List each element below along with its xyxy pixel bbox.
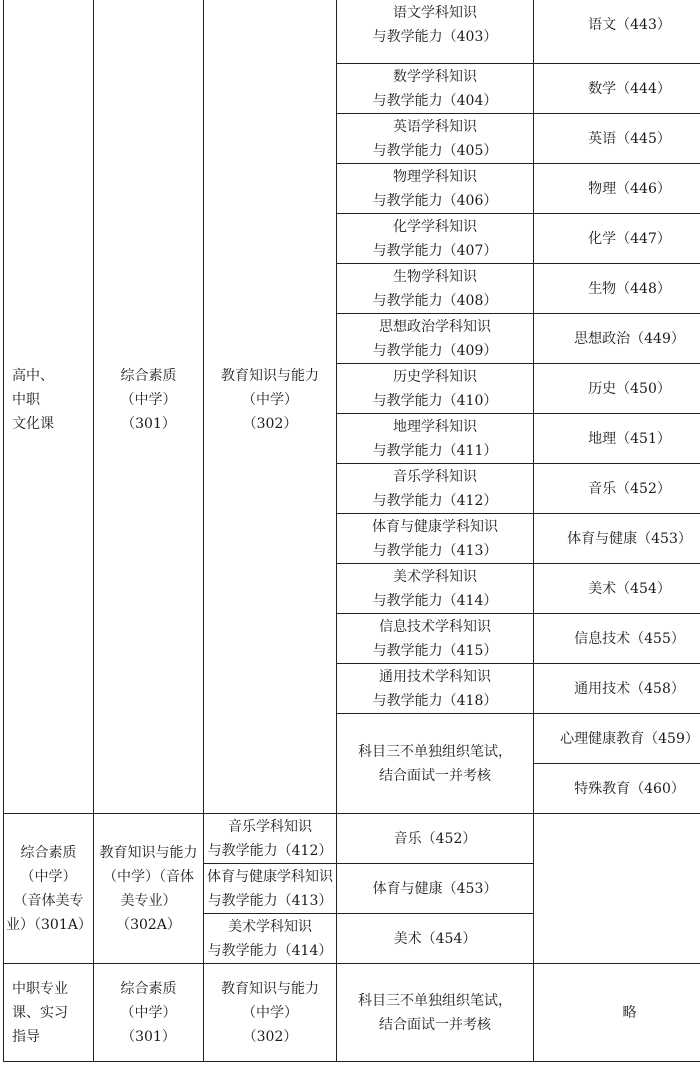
subject3-line: 与教学能力（412）: [207, 842, 333, 859]
category-line: 课、实习: [12, 1004, 68, 1021]
subject1-cell: [4, 814, 94, 964]
subject1-line: （301）: [121, 416, 176, 432]
subject3-cell: [337, 414, 534, 464]
subject3-line: 与教学能力（415）: [372, 642, 498, 659]
teaching-subject-cell: 化学（447）: [534, 214, 700, 264]
category-line: 指导: [12, 1028, 40, 1045]
subject3-line: 与教学能力（408）: [372, 292, 498, 309]
subject3-line: 体育与健康学科知识: [207, 868, 333, 885]
subject1-line: （中学）: [120, 392, 177, 408]
note-line: 科目三不单独组织笔试，: [358, 992, 512, 1009]
subject3-cell: [337, 464, 534, 514]
subject3-cell: [204, 914, 337, 964]
subject3-line: 与教学能力（406）: [372, 192, 498, 209]
subject2-cell: [94, 814, 204, 964]
teaching-subject-cell: 体育与健康（453）: [337, 864, 534, 914]
note-line: 科目三不单独组织笔试，: [358, 743, 512, 760]
subject3-line: 地理学科知识: [393, 418, 477, 435]
subject3-line: 与教学能力（403）: [372, 29, 498, 45]
subject3-line: 生物学科知识: [393, 268, 477, 285]
subject1-line: （301）: [121, 1028, 176, 1045]
subject3-line: 英语学科知识: [393, 118, 477, 135]
subject2-line: 教育知识与能力: [99, 844, 198, 861]
no-exam-note-cell: [337, 714, 534, 814]
subject1-line: 综合素质: [120, 368, 177, 384]
subject3-line: 物理学科知识: [393, 168, 477, 185]
subject3-line: 语文学科知识: [393, 5, 477, 21]
subject3-cell: [337, 0, 534, 64]
teaching-subject-cell: 物理（446）: [534, 164, 700, 214]
teaching-subject-cell: 音乐（452）: [337, 814, 534, 864]
subject1-line: 业）（301A）: [6, 916, 92, 933]
teaching-subject-cell: 英语（445）: [534, 114, 700, 164]
teaching-subject-cell: 美术（454）: [337, 914, 534, 964]
category-line: 中职: [12, 392, 40, 408]
subject1-line: （音体美专: [13, 892, 84, 909]
subject2-line: 教育知识与能力: [221, 980, 319, 997]
subject3-cell: [337, 164, 534, 214]
subject3-cell: [337, 64, 534, 114]
subject3-cell: [337, 364, 534, 414]
category-line: 中职专业: [12, 980, 68, 997]
note-line: 结合面试一并考核: [379, 1016, 491, 1033]
subject3-line: 与教学能力（418）: [372, 692, 498, 709]
subject3-line: 与教学能力（411）: [372, 442, 498, 459]
teaching-subject-cell: 通用技术（458）: [534, 664, 700, 714]
subject2-line: 美专业）: [120, 892, 177, 909]
subject2-cell: [204, 964, 337, 1062]
teaching-subject-cell: 特殊教育（460）: [534, 764, 700, 814]
subject3-line: 美术学科知识: [393, 568, 477, 585]
subject1-cell: [94, 0, 204, 814]
subject2-line: 教育知识与能力: [221, 368, 319, 384]
teaching-subject-cell: 略: [534, 964, 700, 1062]
subject2-line: （中学）（音体: [103, 868, 194, 885]
teaching-subject-cell: 思想政治（449）: [534, 314, 700, 364]
subject3-cell: [337, 614, 534, 664]
subject3-cell: [337, 264, 534, 314]
category-cell: [4, 964, 94, 1062]
subject3-line: 历史学科知识: [393, 368, 477, 385]
teaching-subject-cell: 语文（443）: [534, 0, 700, 64]
teaching-subject-cell: 音乐（452）: [534, 464, 700, 514]
subject3-line: 与教学能力（413）: [372, 542, 498, 559]
teaching-subject-cell: 历史（450）: [534, 364, 700, 414]
subject3-line: 与教学能力（414）: [372, 592, 498, 609]
no-exam-note-cell: [337, 964, 534, 1062]
teaching-subject-cell: 信息技术（455）: [534, 614, 700, 664]
subject3-line: 与教学能力（404）: [372, 92, 498, 109]
subject3-line: 思想政治学科知识: [379, 318, 491, 335]
subject3-cell: [337, 514, 534, 564]
teaching-subject-cell: 体育与健康（453）: [534, 514, 700, 564]
subject3-line: 数学学科知识: [393, 68, 477, 85]
teaching-subject-cell: 心理健康教育（459）: [534, 714, 700, 764]
subject3-line: 与教学能力（407）: [372, 242, 498, 259]
subject1-line: （中学）: [120, 1004, 177, 1021]
category-line: 高中、: [12, 368, 54, 384]
subject3-line: 美术学科知识: [228, 918, 312, 935]
subject3-cell: [337, 114, 534, 164]
subject3-line: 通用技术学科知识: [379, 668, 491, 685]
subject3-cell: [337, 314, 534, 364]
subject3-cell: [337, 664, 534, 714]
subject1-cell: [94, 964, 204, 1062]
teaching-subject-cell: 地理（451）: [534, 414, 700, 464]
subject2-line: （302A）: [116, 916, 181, 933]
subject3-line: 体育与健康学科知识: [372, 518, 498, 535]
subject3-line: 与教学能力（410）: [372, 392, 498, 409]
subject3-cell: [337, 564, 534, 614]
table-row: [4, 0, 700, 64]
subject3-line: 与教学能力（412）: [372, 492, 498, 509]
exam-subject-table: [3, 0, 700, 1062]
subject2-line: （中学）: [242, 392, 298, 408]
subject3-cell: [204, 864, 337, 914]
category-cell: [4, 0, 94, 814]
subject3-line: 信息技术学科知识: [379, 618, 491, 635]
subject3-line: 化学学科知识: [393, 218, 477, 235]
subject3-line: 音乐学科知识: [393, 468, 477, 485]
subject3-line: 与教学能力（413）: [207, 892, 333, 909]
subject1-line: （中学）: [20, 868, 77, 885]
table-row: [4, 814, 700, 864]
note-line: 结合面试一并考核: [379, 767, 491, 784]
subject2-line: （302）: [242, 416, 298, 432]
table-row: [4, 964, 700, 1062]
subject3-cell: [337, 214, 534, 264]
subject3-line: 与教学能力（405）: [372, 142, 498, 159]
subject2-line: （中学）: [242, 1004, 298, 1021]
subject2-cell: [204, 0, 337, 814]
category-line: 文化课: [12, 416, 54, 432]
subject1-line: 综合素质: [20, 844, 77, 861]
subject1-line: 综合素质: [120, 980, 177, 997]
subject3-line: 与教学能力（414）: [207, 942, 333, 959]
subject3-cell: [204, 814, 337, 864]
teaching-subject-cell: 美术（454）: [534, 564, 700, 614]
teaching-subject-cell: 生物（448）: [534, 264, 700, 314]
subject2-line: （302）: [242, 1028, 298, 1045]
teaching-subject-cell: 数学（444）: [534, 64, 700, 114]
subject3-line: 与教学能力（409）: [372, 342, 498, 359]
subject3-line: 音乐学科知识: [228, 818, 312, 835]
